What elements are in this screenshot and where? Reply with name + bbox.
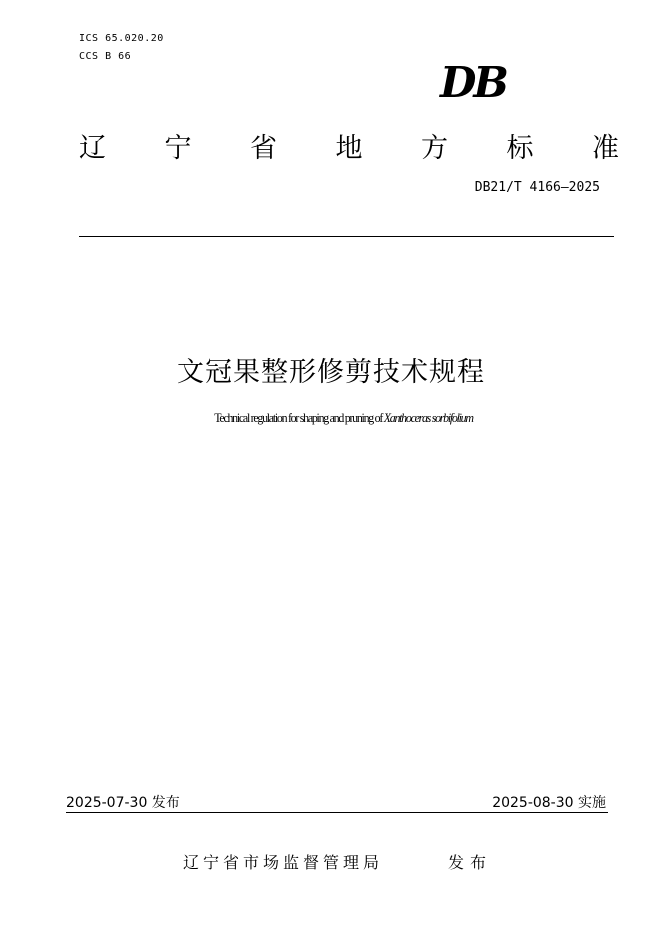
standard-type-char: 宁 bbox=[164, 133, 192, 164]
ccs-code: CCS B 66 bbox=[79, 51, 132, 62]
document-english-title bbox=[27, 410, 659, 426]
standard-type-char: 省 bbox=[250, 133, 277, 164]
standard-number: DB21/T 4166—2025 bbox=[474, 180, 600, 195]
standard-type-char: 地 bbox=[335, 133, 363, 164]
standard-type-char: 方 bbox=[421, 133, 448, 164]
issue-date: 2025-07-30 发布 bbox=[66, 795, 180, 811]
standard-type-char: 标 bbox=[506, 133, 534, 164]
english-title-species: Xanthoceras sorbifolium bbox=[383, 410, 473, 425]
header-divider bbox=[79, 236, 614, 237]
standard-type-char: 辽 bbox=[79, 133, 106, 164]
standard-type-title bbox=[79, 126, 619, 165]
english-title-regular: Technical regulation for shaping and pruning of bbox=[214, 410, 384, 425]
document-title: 文冠果整形修剪技术规程 bbox=[177, 357, 485, 388]
standard-type-char: 准 bbox=[592, 133, 619, 164]
issuing-authority: 辽宁省市场监督管理局 bbox=[183, 853, 384, 872]
issue-label: 发布 bbox=[448, 853, 493, 872]
implementation-date: 2025-08-30 实施 bbox=[492, 795, 606, 811]
db-logo-mark: DB bbox=[440, 58, 506, 107]
footer-divider bbox=[66, 812, 608, 813]
ics-code: ICS 65.020.20 bbox=[79, 33, 164, 44]
